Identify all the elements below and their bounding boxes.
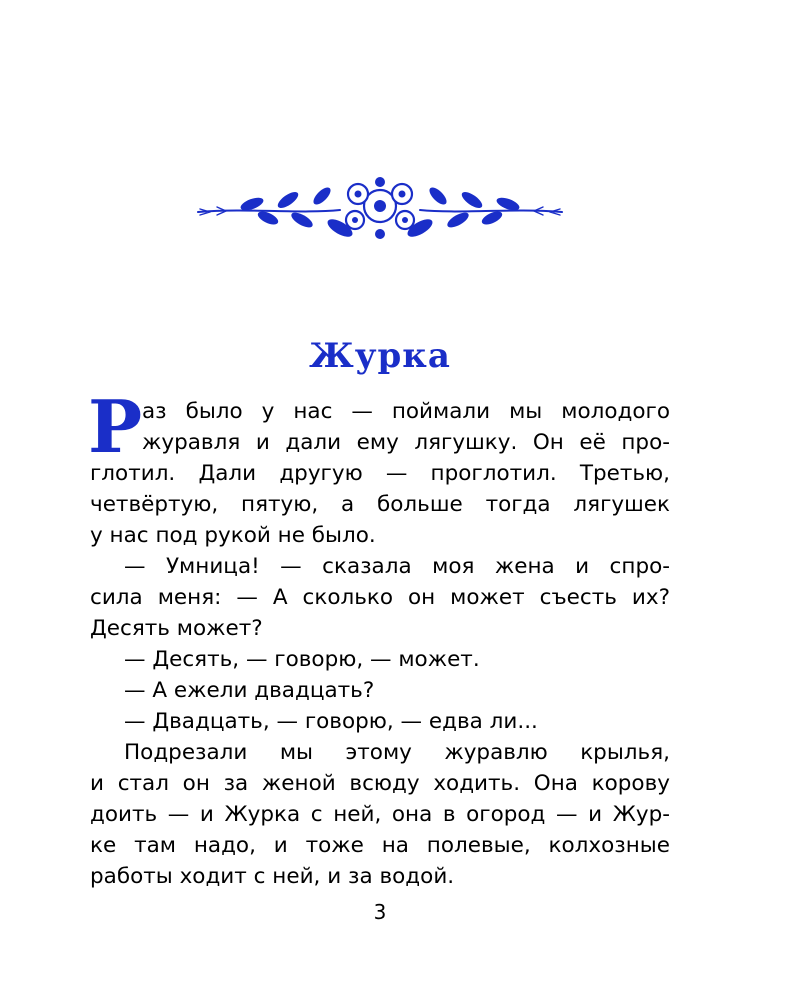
- text-line: журавля и дали ему лягушку. Он её про-: [142, 430, 670, 455]
- text-line: — Умница! — сказала моя жена и спро-: [124, 554, 670, 579]
- text-line: — Двадцать, — говорю, — едва ли...: [124, 709, 538, 734]
- text-line: сила меня: — А сколько он может съесть их?: [90, 585, 670, 610]
- text-line: и стал он за женой всюду ходить. Она корову: [90, 771, 670, 796]
- page-number: 3: [373, 900, 387, 924]
- text-line: Десять может?: [90, 616, 263, 641]
- text-line: — А ежели двадцать?: [124, 678, 375, 703]
- drop-cap: Р: [88, 384, 143, 469]
- text-line: четвёртую, пятую, а больше тогда лягушек: [90, 492, 670, 517]
- text-line: Подрезали мы этому журавлю крылья,: [124, 740, 670, 765]
- text-line: — Десять, — говорю, — может.: [124, 647, 480, 672]
- floral-vine-ornament-icon: [190, 170, 570, 250]
- text-line: доить — и Журка с ней, она в огород — и Жур-: [90, 802, 670, 827]
- text-line: у нас под рукой не было.: [90, 523, 376, 548]
- text-line: ке там надо, и тоже на полевые, колхозные: [90, 833, 670, 858]
- text-line: глотил. Дали другую — проглотил. Третью,: [90, 461, 670, 486]
- chapter-title: Журка: [309, 336, 451, 376]
- text-line: аз было у нас — поймали мы молодого: [142, 399, 670, 424]
- story-text: [88, 384, 670, 892]
- text-line: работы ходит с ней, и за водой.: [90, 864, 455, 889]
